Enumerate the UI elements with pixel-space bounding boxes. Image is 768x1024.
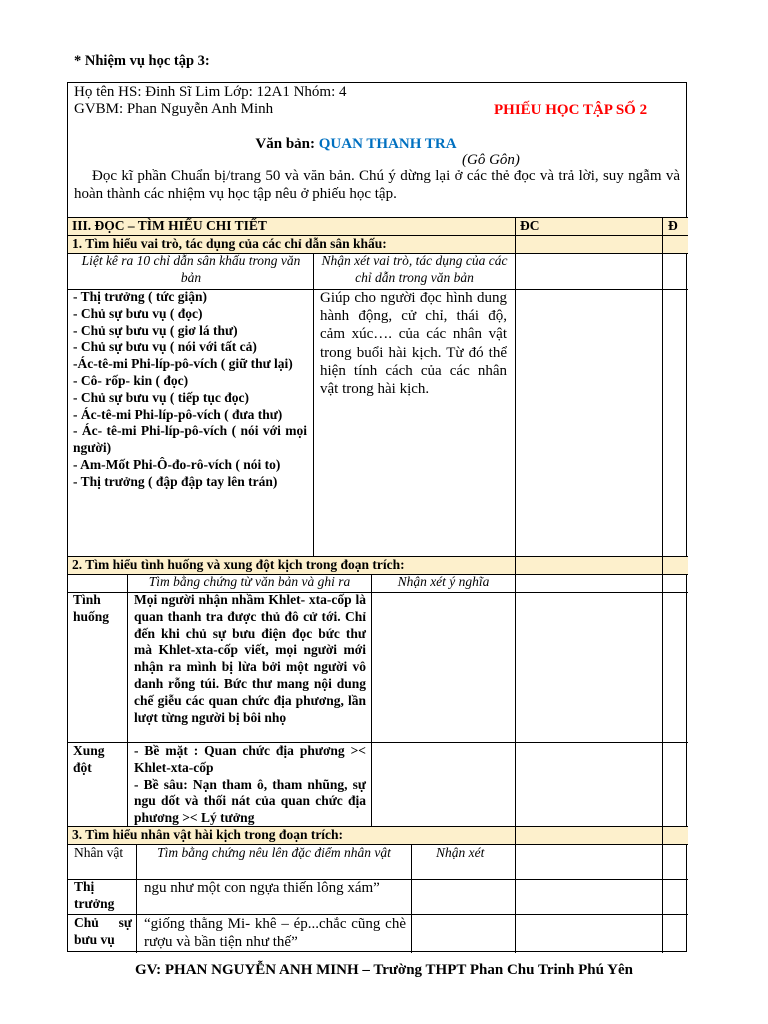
student-info: Họ tên HS: Đinh Sĩ Lim Lớp: 12A1 Nhóm: 4 xyxy=(74,84,347,100)
col-divider xyxy=(136,844,137,953)
conflict-evidence xyxy=(134,743,366,827)
text-title xyxy=(68,135,688,153)
stage-direction-item: - Ác- tê-mi Phi-líp-pô-vích ( nói với mọi người) xyxy=(73,423,307,456)
col-header-d: Đ xyxy=(668,218,678,233)
postmaster-label: Chủ sự bưu vụ xyxy=(74,915,132,947)
col-divider xyxy=(371,574,372,826)
task3-col-character: Nhân vật xyxy=(74,845,124,860)
task1-title: 1. Tìm hiểu vai trò, tác dụng của các chỉ dẫn sân khấu: xyxy=(72,236,387,251)
stage-direction-item: - Am-Mốt Phi-Ô-đo-rô-vích ( nói to) xyxy=(73,456,281,472)
teacher-info: GVBM: Phan Nguyễn Anh Minh xyxy=(74,101,274,117)
stage-direction-item: - Cô- rốp- kin ( đọc) xyxy=(73,372,189,388)
col-divider xyxy=(662,217,663,953)
conflict-deep: - Bề sâu: Nạn tham ô, tham nhũng, sự ngu dốt và thối nát của quan chức địa phương >< Lý tưởng xyxy=(134,776,366,826)
col-header-dc: ĐC xyxy=(520,218,540,233)
stage-direction-item: - Chủ sự bưu vụ ( đọc) xyxy=(73,305,203,321)
col-divider xyxy=(127,574,128,826)
col-divider xyxy=(313,253,314,556)
col-divider xyxy=(515,217,516,953)
sheet-title: PHIẾU HỌC TẬP SỐ 2 xyxy=(494,102,648,118)
task3-col-comment: Nhận xét xyxy=(436,845,485,860)
stage-direction-item: -Ác-tê-mi Phi-líp-pô-vích ( giữ thư lại) xyxy=(73,356,293,372)
mayor-label: Thị trưởng xyxy=(74,879,115,911)
footer: GV: PHAN NGUYỄN ANH MINH – Trường THPT Phan Chu Trinh Phú Yên xyxy=(135,962,633,978)
situation-evidence: Mọi người nhận nhầm Khlet- xta-cốp là quan thanh tra được thủ đô cử tới. Chỉ đến khi chủ sự bưu điện đọc bức thư mà Khlet-xta-cốp viết, mọi người mới nhận ra mình bị lừa bởi một người vô danh rỗng túi. Bức thư mang nội dung chế giễu các quan chức địa phương, lần lượt từng người bị bôi nhọ xyxy=(134,592,366,725)
postmaster-evidence: “giống thằng Mi- khê – ép...chắc cũng chè rượu và bần tiện như thế” xyxy=(144,916,406,951)
stage-direction-item: - Thị trưởng ( tức giận) xyxy=(73,289,208,304)
task-heading: * Nhiệm vụ học tập 3: xyxy=(74,53,210,69)
conflict-surface: - Bề mặt : Quan chức địa phương >< Khlet-xta-cốp xyxy=(134,743,366,775)
task3-title: 3. Tìm hiểu nhân vật hài kịch trong đoạn trích: xyxy=(72,827,344,842)
conflict-label: Xung đột xyxy=(73,743,105,775)
task2-col-meaning: Nhận xét ý nghĩa xyxy=(397,574,490,589)
stage-direction-item: - Chủ sự bưu vụ ( tiếp tục đọc) xyxy=(73,389,249,405)
stage-direction-item: - Chủ sự bưu vụ ( nói với tất cả) xyxy=(73,339,257,355)
situation-label: Tình huống xyxy=(73,592,110,624)
task2-col-evidence: Tìm bằng chứng từ văn bản và ghi ra xyxy=(148,574,351,589)
task1-col1-header: Liệt kê ra 10 chỉ dẫn sân khấu trong văn bản xyxy=(81,253,301,285)
task1-col2-header: Nhận xét vai trò, tác dụng của các chỉ dẫn trong văn bản xyxy=(321,253,508,285)
instructions: Đọc kĩ phần Chuẩn bị/trang 50 và văn bản. Chú ý dừng lại ở các thẻ đọc và trả lời, suy ngẫm và hoàn thành các nhiệm vụ học tập nêu ở phiếu học tập. xyxy=(74,168,680,203)
section-title: III. ĐỌC – TÌM HIỂU CHI TIẾT xyxy=(72,218,267,233)
task3-col-evidence: Tìm bằng chứng nêu lên đặc điểm nhân vật xyxy=(157,845,391,860)
author: (Gô Gôn) xyxy=(462,152,520,168)
stage-direction-item: - Thị trưởng ( đập đập tay lên trán) xyxy=(73,473,278,489)
mayor-evidence: ngu như một con ngựa thiến lông xám” xyxy=(144,880,380,896)
stage-direction-item: - Chủ sự bưu vụ ( giơ lá thư) xyxy=(73,322,238,338)
col-divider xyxy=(411,844,412,953)
stage-direction-item: - Ác-tê-mi Phi-líp-pô-vích ( đưa thư) xyxy=(73,406,283,422)
stage-directions-comment: Giúp cho người đọc hình dung hành động, cử chỉ, thái độ, cảm xúc…. của các nhân vật trong buổi hài kịch. Từ đó thể hiện tính cách của các nhân vật trong hài kịch. xyxy=(320,290,507,398)
stage-directions-list xyxy=(73,289,307,491)
text-name: QUAN THANH TRA xyxy=(318,136,457,152)
task2-title: 2. Tìm hiểu tình huống và xung đột kịch trong đoạn trích: xyxy=(72,557,405,572)
worksheet xyxy=(67,82,687,952)
text-label: Văn bản: xyxy=(255,136,316,152)
